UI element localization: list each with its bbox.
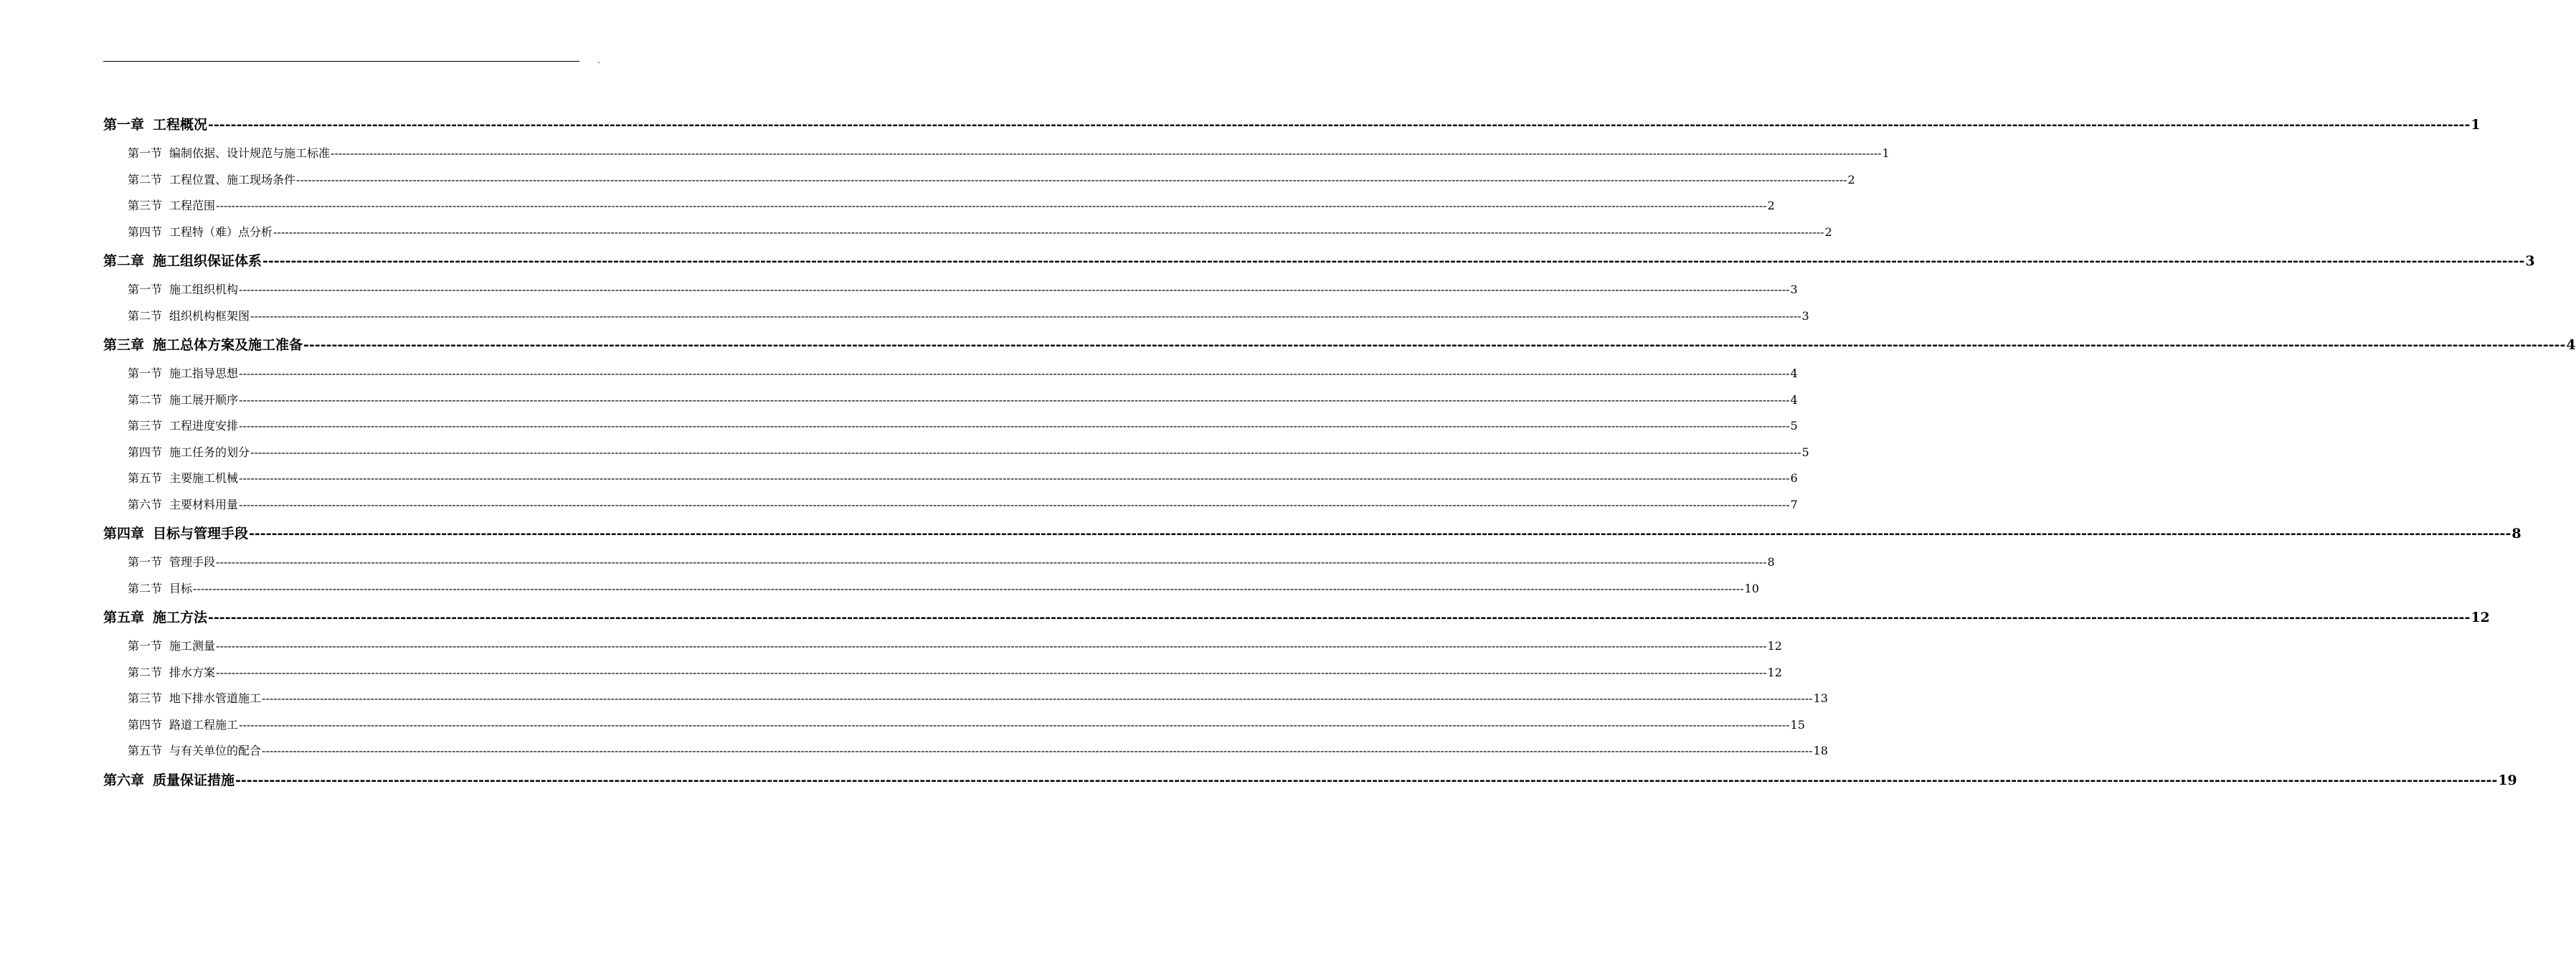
toc-section-entry[interactable] xyxy=(103,466,1798,492)
section-number: 第三节 xyxy=(128,199,163,212)
toc-chapter-entry[interactable] xyxy=(103,521,2521,547)
page-number: 6 xyxy=(1790,471,1798,485)
toc-section-entry[interactable] xyxy=(103,361,1798,387)
chapter-title: 施工方法 xyxy=(153,610,208,625)
toc-section-entry[interactable] xyxy=(103,576,1759,602)
header-mark: . xyxy=(597,55,600,65)
chapter-title: 质量保证措施 xyxy=(153,772,235,788)
chapter-number: 第三章 xyxy=(103,337,145,353)
dot-leader: ---------------------------------------------------------------------------------------------------------------------------------------------------------------------------------------------------------------------------------------------------------------------------------------------------------------------------------------------------------------------------------------------------------------- xyxy=(262,253,2525,269)
toc-section-entry[interactable] xyxy=(103,141,1890,167)
page-number: 19 xyxy=(2498,772,2517,788)
dot-leader: ---------------------------------------------------------------------------------------------------------------------------------------------------------------------------------------------------------------------------------------------------------------------------------------------------------------------------------------------------------------------------------------------------------------- xyxy=(296,172,1847,186)
toc-chapter-entry[interactable] xyxy=(103,767,2517,794)
page-number: 7 xyxy=(1790,497,1798,511)
chapter-title: 目标与管理手段 xyxy=(153,526,249,542)
page-number: 3 xyxy=(1801,308,1809,323)
page-number: 5 xyxy=(1801,445,1809,459)
toc-chapter-entry[interactable] xyxy=(103,605,2490,631)
chapter-title: 施工组织保证体系 xyxy=(153,253,262,269)
dot-leader: ---------------------------------------------------------------------------------------------------------------------------------------------------------------------------------------------------------------------------------------------------------------------------------------------------------------------------------------------------------------------------------------------------------------- xyxy=(239,497,1790,511)
section-number: 第五节 xyxy=(128,471,163,485)
toc-section-entry[interactable] xyxy=(103,492,1798,519)
dot-leader: ---------------------------------------------------------------------------------------------------------------------------------------------------------------------------------------------------------------------------------------------------------------------------------------------------------------------------------------------------------------------------------------------------------------- xyxy=(239,283,1790,296)
toc-chapter-entry[interactable] xyxy=(103,248,2535,275)
page-number: 3 xyxy=(2525,253,2535,269)
section-number: 第二节 xyxy=(128,392,163,407)
section-number: 第五节 xyxy=(128,744,163,757)
page-number: 1 xyxy=(2471,117,2481,133)
section-number: 第一节 xyxy=(128,555,163,569)
dot-leader: ---------------------------------------------------------------------------------------------------------------------------------------------------------------------------------------------------------------------------------------------------------------------------------------------------------------------------------------------------------------------------------------------------------------- xyxy=(235,772,2498,788)
section-title: 路道工程施工 xyxy=(169,717,239,732)
section-title: 管理手段 xyxy=(169,555,216,569)
page-number: 5 xyxy=(1790,419,1798,433)
section-title: 工程位置、施工现场条件 xyxy=(169,172,296,186)
toc-section-entry[interactable] xyxy=(103,738,1828,765)
page-number: 2 xyxy=(1767,199,1775,212)
page-number: 4 xyxy=(1790,392,1798,407)
dot-leader: ---------------------------------------------------------------------------------------------------------------------------------------------------------------------------------------------------------------------------------------------------------------------------------------------------------------------------------------------------------------------------------------------------------------- xyxy=(216,555,1767,569)
dot-leader: ---------------------------------------------------------------------------------------------------------------------------------------------------------------------------------------------------------------------------------------------------------------------------------------------------------------------------------------------------------------------------------------------------------------- xyxy=(216,665,1767,679)
dot-leader: ---------------------------------------------------------------------------------------------------------------------------------------------------------------------------------------------------------------------------------------------------------------------------------------------------------------------------------------------------------------------------------------------------------------- xyxy=(239,717,1790,732)
page-number: 3 xyxy=(1790,283,1798,296)
section-title: 目标 xyxy=(169,581,193,595)
dot-leader: ---------------------------------------------------------------------------------------------------------------------------------------------------------------------------------------------------------------------------------------------------------------------------------------------------------------------------------------------------------------------------------------------------------------- xyxy=(239,419,1790,433)
toc-section-entry[interactable] xyxy=(103,193,1775,219)
page-number: 10 xyxy=(1744,581,1759,595)
section-title: 主要施工机械 xyxy=(169,471,239,485)
page-number: 12 xyxy=(1767,639,1782,653)
dot-leader: ---------------------------------------------------------------------------------------------------------------------------------------------------------------------------------------------------------------------------------------------------------------------------------------------------------------------------------------------------------------------------------------------------------------- xyxy=(273,225,1824,239)
section-title: 编制依据、设计规范与施工标准 xyxy=(169,146,331,160)
table-of-contents xyxy=(103,112,2576,796)
chapter-number: 第六章 xyxy=(103,772,145,788)
toc-section-entry[interactable] xyxy=(103,712,1805,739)
section-title: 工程进度安排 xyxy=(169,419,239,433)
page-number: 13 xyxy=(1813,691,1828,705)
section-title: 地下排水管道施工 xyxy=(169,691,262,705)
section-number: 第二节 xyxy=(128,172,163,186)
toc-section-entry[interactable] xyxy=(103,413,1798,440)
page-number: 15 xyxy=(1790,717,1805,732)
chapter-number: 第四章 xyxy=(103,526,145,542)
dot-leader: ---------------------------------------------------------------------------------------------------------------------------------------------------------------------------------------------------------------------------------------------------------------------------------------------------------------------------------------------------------------------------------------------------------------- xyxy=(331,146,1882,160)
page-number: 12 xyxy=(1767,665,1782,679)
section-number: 第二节 xyxy=(128,665,163,679)
section-title: 施工任务的划分 xyxy=(169,445,250,459)
toc-chapter-entry[interactable] xyxy=(103,332,2576,359)
dot-leader: ---------------------------------------------------------------------------------------------------------------------------------------------------------------------------------------------------------------------------------------------------------------------------------------------------------------------------------------------------------------------------------------------------------------- xyxy=(193,581,1744,595)
dot-leader: ---------------------------------------------------------------------------------------------------------------------------------------------------------------------------------------------------------------------------------------------------------------------------------------------------------------------------------------------------------------------------------------------------------------- xyxy=(208,610,2471,625)
page-number: 1 xyxy=(1882,146,1890,160)
toc-section-entry[interactable] xyxy=(103,633,1782,660)
toc-section-entry[interactable] xyxy=(103,686,1828,712)
section-number: 第三节 xyxy=(128,419,163,433)
toc-chapter-entry[interactable] xyxy=(103,112,2481,138)
section-title: 工程特（难）点分析 xyxy=(169,225,273,239)
page-number: 4 xyxy=(2566,337,2576,353)
section-number: 第六节 xyxy=(128,497,163,511)
dot-leader: ---------------------------------------------------------------------------------------------------------------------------------------------------------------------------------------------------------------------------------------------------------------------------------------------------------------------------------------------------------------------------------------------------------------- xyxy=(239,471,1790,485)
toc-section-entry[interactable] xyxy=(103,277,1798,303)
section-number: 第四节 xyxy=(128,225,163,239)
section-title: 施工指导思想 xyxy=(169,367,239,380)
chapter-number: 第五章 xyxy=(103,610,145,625)
dot-leader: ---------------------------------------------------------------------------------------------------------------------------------------------------------------------------------------------------------------------------------------------------------------------------------------------------------------------------------------------------------------------------------------------------------------- xyxy=(239,392,1790,407)
page-number: 8 xyxy=(2511,526,2521,542)
toc-section-entry[interactable] xyxy=(103,660,1782,686)
dot-leader: ---------------------------------------------------------------------------------------------------------------------------------------------------------------------------------------------------------------------------------------------------------------------------------------------------------------------------------------------------------------------------------------------------------------- xyxy=(262,744,1813,757)
dot-leader: ---------------------------------------------------------------------------------------------------------------------------------------------------------------------------------------------------------------------------------------------------------------------------------------------------------------------------------------------------------------------------------------------------------------- xyxy=(249,526,2511,542)
chapter-number: 第二章 xyxy=(103,253,145,269)
section-title: 排水方案 xyxy=(169,665,216,679)
page-number: 18 xyxy=(1813,744,1828,757)
section-number: 第四节 xyxy=(128,445,163,459)
section-number: 第一节 xyxy=(128,639,163,653)
section-number: 第四节 xyxy=(128,717,163,732)
chapter-number: 第一章 xyxy=(103,117,145,133)
dot-leader: ---------------------------------------------------------------------------------------------------------------------------------------------------------------------------------------------------------------------------------------------------------------------------------------------------------------------------------------------------------------------------------------------------------------- xyxy=(250,445,1801,459)
page-number: 4 xyxy=(1790,367,1798,380)
section-title: 主要材料用量 xyxy=(169,497,239,511)
section-number: 第三节 xyxy=(128,691,163,705)
page-number: 2 xyxy=(1824,225,1832,239)
dot-leader: ---------------------------------------------------------------------------------------------------------------------------------------------------------------------------------------------------------------------------------------------------------------------------------------------------------------------------------------------------------------------------------------------------------------- xyxy=(262,691,1813,705)
dot-leader: ---------------------------------------------------------------------------------------------------------------------------------------------------------------------------------------------------------------------------------------------------------------------------------------------------------------------------------------------------------------------------------------------------------------- xyxy=(303,337,2566,353)
dot-leader: ---------------------------------------------------------------------------------------------------------------------------------------------------------------------------------------------------------------------------------------------------------------------------------------------------------------------------------------------------------------------------------------------------------------- xyxy=(216,199,1767,212)
toc-section-entry[interactable] xyxy=(103,440,1809,466)
toc-section-entry[interactable] xyxy=(103,167,1855,194)
section-number: 第一节 xyxy=(128,146,163,160)
chapter-title: 工程概况 xyxy=(153,117,208,133)
section-title: 施工展开顺序 xyxy=(169,392,239,407)
section-title: 施工测量 xyxy=(169,639,216,653)
section-number: 第二节 xyxy=(128,308,163,323)
dot-leader: ---------------------------------------------------------------------------------------------------------------------------------------------------------------------------------------------------------------------------------------------------------------------------------------------------------------------------------------------------------------------------------------------------------------- xyxy=(250,308,1801,323)
section-number: 第一节 xyxy=(128,367,163,380)
page-number: 12 xyxy=(2471,610,2490,625)
section-title: 组织机构框架图 xyxy=(169,308,250,323)
dot-leader: ---------------------------------------------------------------------------------------------------------------------------------------------------------------------------------------------------------------------------------------------------------------------------------------------------------------------------------------------------------------------------------------------------------------- xyxy=(239,367,1790,380)
section-number: 第二节 xyxy=(128,581,163,595)
section-title: 与有关单位的配合 xyxy=(169,744,262,757)
toc-section-entry[interactable] xyxy=(103,387,1798,414)
section-title: 施工组织机构 xyxy=(169,283,239,296)
header-rule xyxy=(103,61,579,62)
section-title: 工程范围 xyxy=(169,199,216,212)
section-number: 第一节 xyxy=(128,283,163,296)
toc-section-entry[interactable] xyxy=(103,549,1775,576)
toc-section-entry[interactable] xyxy=(103,303,1809,330)
dot-leader: ---------------------------------------------------------------------------------------------------------------------------------------------------------------------------------------------------------------------------------------------------------------------------------------------------------------------------------------------------------------------------------------------------------------- xyxy=(208,117,2471,133)
page-number: 2 xyxy=(1847,172,1855,186)
page-number: 8 xyxy=(1767,555,1775,569)
dot-leader: ---------------------------------------------------------------------------------------------------------------------------------------------------------------------------------------------------------------------------------------------------------------------------------------------------------------------------------------------------------------------------------------------------------------- xyxy=(216,639,1767,653)
toc-section-entry[interactable] xyxy=(103,219,1832,246)
chapter-title: 施工总体方案及施工准备 xyxy=(153,337,303,353)
